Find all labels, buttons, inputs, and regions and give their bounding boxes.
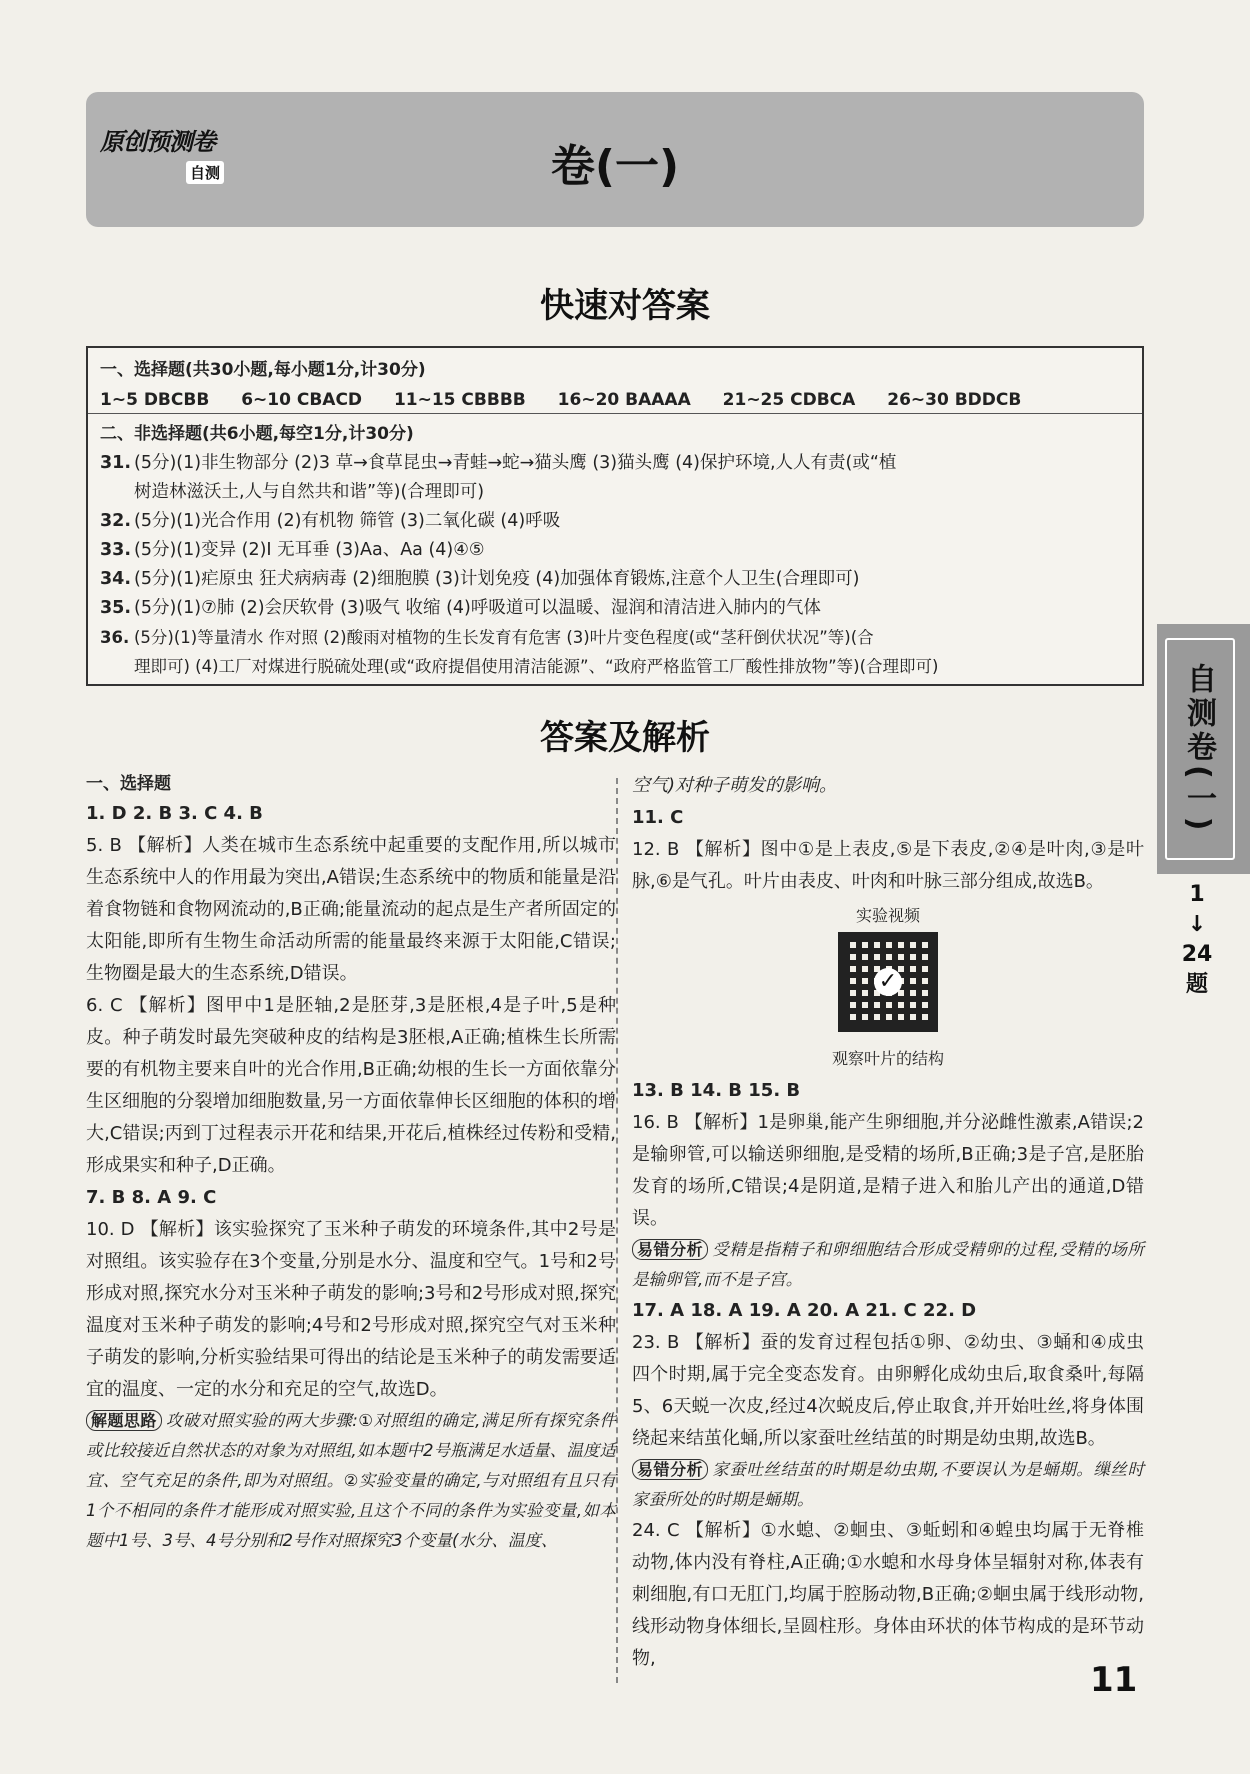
analysis-right-column (632, 770, 1144, 1675)
answer-row-36 (100, 623, 1130, 652)
qr-caption-bottom: 观察叶片的结构 (831, 1049, 944, 1068)
tip-text: 家蚕吐丝结茧的时期是幼虫期,不要误认为是蛹期。缫丝时家蚕所处的时期是蛹期。 (632, 1460, 1144, 1509)
answer-text: (5分)(1)非生物部分 (2)3 草→食草昆虫→青蛙→蛇→猫头鹰 (3)猫头鹰 (4)保护环境,人人有责(或“植 (134, 453, 897, 473)
answer-row-31-cont: 树造林滋沃土,人与自然共和谐”等)(合理即可) (134, 482, 485, 502)
paper-title: 卷(一) (550, 141, 680, 192)
mc-group: 6~10 CBACD (241, 390, 363, 410)
question-number: 33. (100, 540, 132, 560)
quick-answer-heading: 快速对答案 (540, 286, 710, 326)
logo-sub-badge: 自测 (186, 161, 224, 184)
tip-text: 攻破对照实验的两大步骤:①对照组的确定,满足所有探究条件或比较接近自然状态的对象为对照组,如本题中2号瓶满足水适量、温度适宜、空气充足的条件,即为对照组。②实验变量的确定,与对照组有且只有1个不相同的条件才能形成对照实验,且这个不同的条件为实验变量,如本题中1号、3号、4号分别和2号作对照探究3个变量(水分、温度、 (86, 1411, 616, 1550)
tip-text: 受精是指精子和卵细胞结合形成受精卵的过程,受精的场所是输卵管,而不是子宫。 (632, 1240, 1144, 1289)
answer-text: (5分)(1)疟原虫 狂犬病病毒 (2)细胞膜 (3)计划免疫 (4)加强体育锻炼,注意个人卫生(合理即可) (134, 569, 860, 589)
tip-solution-idea (86, 1406, 616, 1556)
side-tab-label: 自测卷(一) (1165, 638, 1235, 860)
tip-tag: 易错分析 (632, 1239, 708, 1260)
range-end: 24 (1181, 942, 1213, 967)
answer-text: (5分)(1)变异 (2)Ⅰ 无耳垂 (3)Aa、Aa (4)④⑤ (134, 540, 485, 560)
answer-row-32 (100, 507, 1130, 536)
explanation-12: 12. B 【解析】图中①是上表皮,⑤是下表皮,②④是叶肉,③是叶脉,⑥是气孔。叶片由表皮、叶肉和叶脉三部分组成,故选B。 (632, 839, 1144, 892)
answer-line: 7. B 8. A 9. C (86, 1187, 217, 1208)
mc-group: 16~20 BAAAA (557, 390, 691, 410)
question-number: 34. (100, 569, 132, 589)
analysis-heading: 答案及解析 (540, 718, 710, 758)
mc-answer-section (88, 348, 1142, 414)
check-icon: ✓ (874, 968, 902, 996)
question-range (1157, 880, 1237, 1000)
answer-row-34 (100, 565, 1130, 594)
qr-caption-top: 实验视频 (855, 906, 920, 925)
answer-row-36-cont: 理即可) (4)工厂对煤进行脱硫处理(或“政府提倡使用清洁能源”、“政府严格监管工厂酸性排放物”等)(合理即可) (134, 657, 939, 676)
quick-answer-box (86, 346, 1144, 686)
tip-tag: 解题思路 (86, 1410, 162, 1431)
analysis-section-title: 一、选择题 (86, 774, 171, 794)
range-start: 1 (1189, 882, 1205, 907)
question-number: 36. (100, 628, 130, 647)
tip-error-analysis (632, 1455, 1144, 1515)
logo-main-text: 原创预测卷 (100, 128, 215, 156)
nonmc-answer-section (88, 414, 1142, 687)
answer-line: 13. B 14. B 15. B (632, 1080, 801, 1101)
header-banner (86, 92, 1144, 227)
explanation-23: 23. B 【解析】蚕的发育过程包括①卵、②幼虫、③蛹和④成虫四个时期,属于完全变态发育。由卵孵化成幼虫后,取食桑叶,每隔5、6天蜕一次皮,经过4次蜕皮后,停止取食,并开始吐丝,将身体围绕起来结茧化蛹,所以家蚕吐丝结茧的时期是幼虫期,故选B。 (632, 1332, 1144, 1449)
answer-text: (5分)(1)⑦肺 (2)会厌软骨 (3)吸气 收缩 (4)呼吸道可以温暖、湿润和清洁进入肺内的气体 (134, 598, 821, 618)
nonmc-section-title: 二、非选择题(共6小题,每空1分,计30分) (100, 424, 414, 444)
mc-section-title: 一、选择题(共30小题,每小题1分,计30分) (100, 360, 426, 380)
qr-code[interactable] (838, 932, 938, 1032)
mc-group: 11~15 CBBBB (393, 390, 526, 410)
explanation-24: 24. C 【解析】①水螅、②蛔虫、③蚯蚓和④蝗虫均属于无脊椎动物,体内没有脊柱,A正确;①水螅和水母身体呈辐射对称,体表有刺细胞,有口无肛门,均属于腔肠动物,B正确;②蛔虫属于线形动物,线形动物身体细长,呈圆柱形。身体由环状的体节构成的是环节动物, (632, 1520, 1144, 1669)
question-number: 35. (100, 598, 132, 618)
answer-line: 11. C (632, 807, 684, 828)
qr-block (632, 904, 1144, 1071)
tip-tag: 易错分析 (632, 1459, 708, 1480)
answer-row-31 (100, 449, 1130, 478)
mc-group: 1~5 DBCBB (100, 390, 210, 410)
answer-text: (5分)(1)等量清水 作对照 (2)酸雨对植物的生长发育有危害 (3)叶片变色程度(或“茎秆倒伏状况”等)(合 (134, 628, 874, 647)
page-number: 11 (1090, 1660, 1138, 1700)
mc-answer-row (100, 385, 1130, 415)
range-arrow: ↓ (1187, 912, 1207, 937)
answer-row-35 (100, 594, 1130, 623)
column-divider (616, 778, 618, 1683)
answer-line: 1. D 2. B 3. C 4. B (86, 803, 263, 824)
answer-line: 17. A 18. A 19. A 20. A 21. C 22. D (632, 1300, 977, 1321)
answer-row-33 (100, 536, 1130, 565)
range-unit: 题 (1185, 972, 1208, 997)
explanation-10: 10. D 【解析】该实验探究了玉米种子萌发的环境条件,其中2号是对照组。该实验存在3个变量,分别是水分、温度和空气。1号和2号形成对照,探究水分对玉米种子萌发的影响;3号和2号形成对照,探究温度对玉米种子萌发的影响;4号和2号形成对照,探究空气对玉米种子萌发的影响,分析实验结果可得出的结论是玉米种子的萌发需要适宜的温度、一定的水分和充足的空气,故选D。 (86, 1219, 616, 1400)
tip-error-analysis (632, 1235, 1144, 1295)
question-number: 31. (100, 453, 132, 473)
mc-group: 26~30 BDDCB (887, 390, 1022, 410)
explanation-5: 5. B 【解析】人类在城市生态系统中起重要的支配作用,所以城市生态系统中人的作用最为突出,A错误;生态系统中的物质和能量是沿着食物链和食物网流动的,B正确;能量流动的起点是生产者所固定的太阳能,即所有生物生命活动所需的能量最终来源于太阳能,C错误;生物圈是最大的生态系统,D错误。 (86, 835, 616, 984)
mc-group: 21~25 CDBCA (722, 390, 856, 410)
question-number: 32. (100, 511, 132, 531)
explanation-6: 6. C 【解析】图甲中1是胚轴,2是胚芽,3是胚根,4是子叶,5是种皮。种子萌发时最先突破种皮的结构是3胚根,A正确;植株生长所需要的有机物主要来自叶的光合作用,B正确;幼根的生长一方面依靠分生区细胞的分裂增加细胞数量,另一方面依靠伸长区细胞的体积的增大,C错误;丙到丁过程表示开花和结果,开花后,植株经过传粉和受精,形成果实和种子,D正确。 (86, 995, 616, 1176)
explanation-10-cont: 空气)对种子萌发的影响。 (632, 775, 838, 796)
analysis-left-column (86, 770, 616, 1556)
explanation-16: 16. B 【解析】1是卵巢,能产生卵细胞,并分泌雌性激素,A错误;2是输卵管,可以输送卵细胞,是受精的场所,B正确;3是子宫,是胚胎发育的场所,C错误;4是阴道,是精子进入和胎儿产出的通道,D错误。 (632, 1112, 1144, 1229)
answer-text: (5分)(1)光合作用 (2)有机物 筛管 (3)二氧化碳 (4)呼吸 (134, 511, 561, 531)
